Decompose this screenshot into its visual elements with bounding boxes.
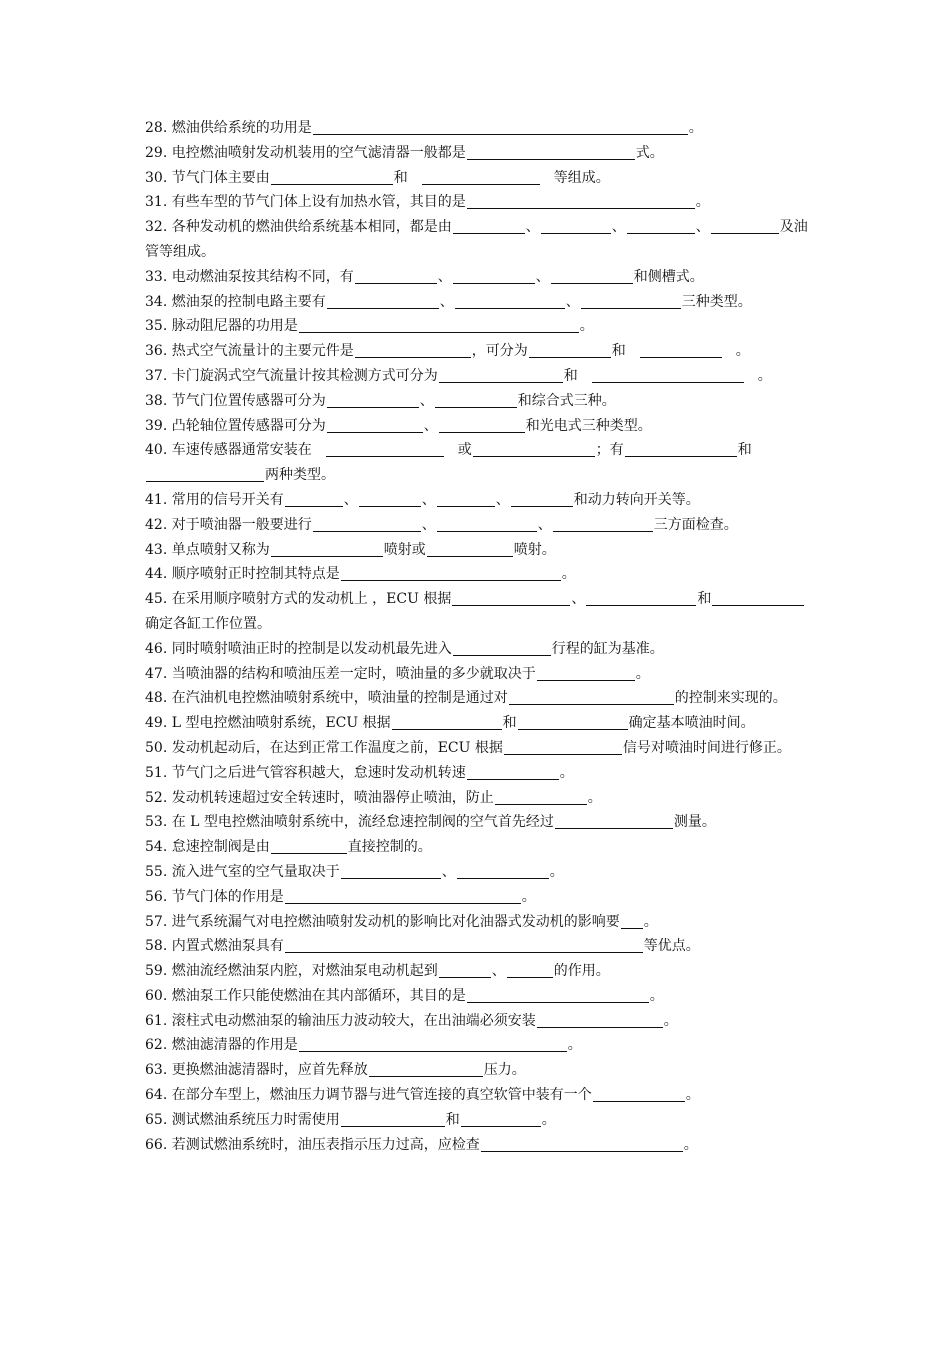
answer-blank[interactable]	[341, 862, 441, 879]
question-66	[145, 1133, 810, 1158]
question-37	[145, 364, 810, 389]
answer-blank[interactable]	[541, 217, 611, 234]
question-36	[145, 339, 810, 364]
question-text: 测量。	[673, 814, 716, 831]
answer-blank[interactable]	[555, 812, 673, 829]
question-45	[145, 587, 810, 637]
question-text: 。	[567, 1037, 582, 1054]
question-text: 30. 节气门体主要由	[145, 169, 270, 186]
question-31	[145, 190, 810, 215]
question-text: 等组成。	[553, 169, 610, 186]
answer-blank[interactable]	[313, 118, 688, 135]
question-text: 、	[571, 591, 586, 608]
question-29	[145, 141, 810, 166]
answer-blank[interactable]	[271, 837, 347, 854]
question-text: 59. 燃油流经燃油泵内腔，对燃油泵电动机起到	[145, 963, 438, 980]
answer-blank[interactable]	[593, 1085, 685, 1102]
answer-blank[interactable]	[285, 887, 521, 904]
answer-blank[interactable]	[640, 341, 722, 358]
question-60	[145, 984, 810, 1009]
question-text: 52. 发动机转速超过安全转速时，喷油器停止喷油，防止	[145, 789, 494, 806]
question-text: 等优点。	[643, 938, 700, 955]
question-text: 、	[611, 219, 626, 236]
answer-blank[interactable]	[453, 267, 535, 284]
question-text: 的控制来实现的。	[674, 690, 787, 707]
question-42	[145, 513, 810, 538]
answer-blank[interactable]	[621, 912, 643, 929]
answer-blank[interactable]	[581, 292, 681, 309]
question-text: 和	[737, 442, 752, 459]
answer-blank[interactable]	[271, 168, 393, 185]
question-50	[145, 736, 810, 761]
question-text: 。	[735, 343, 750, 360]
question-text: 、	[535, 268, 550, 285]
question-text: 。	[688, 120, 703, 136]
question-text: 。	[683, 1136, 698, 1153]
question-text: 、	[495, 491, 510, 508]
answer-blank[interactable]	[369, 1060, 483, 1077]
answer-blank[interactable]	[437, 490, 495, 507]
question-48	[145, 686, 810, 711]
answer-blank[interactable]	[271, 540, 383, 557]
question-34	[145, 290, 810, 315]
question-46	[145, 637, 810, 662]
answer-blank[interactable]	[467, 192, 695, 209]
question-text: 和光电式三种类型。	[525, 417, 652, 434]
question-text: 、	[421, 516, 436, 533]
question-text: 。	[649, 987, 664, 1004]
answer-blank[interactable]	[625, 440, 737, 457]
question-32	[145, 215, 810, 265]
question-text: 、	[565, 293, 580, 310]
question-55	[145, 860, 810, 885]
question-51	[145, 761, 810, 786]
question-text: 、	[423, 417, 438, 434]
question-text: 、	[695, 219, 710, 236]
question-text: 、	[437, 268, 452, 285]
question-28	[145, 116, 810, 141]
question-text: 56. 节气门体的作用是	[145, 888, 284, 905]
question-text: ，可分为	[471, 343, 528, 360]
question-41	[145, 488, 810, 513]
question-text: 和	[697, 591, 712, 608]
question-49	[145, 711, 810, 736]
question-text: 确定各缸工作位置。	[145, 615, 271, 632]
question-text: 57. 进气系统漏气对电控燃油喷射发动机的影响比对化油器式发动机的影响要	[145, 913, 620, 930]
question-text: 和	[445, 1111, 460, 1128]
question-text: 。	[559, 764, 574, 781]
question-text: 48. 在汽油机电控燃油喷射系统中，喷油量的控制是通过对	[145, 690, 508, 707]
answer-blank[interactable]	[285, 490, 343, 507]
question-57	[145, 910, 810, 935]
answer-blank[interactable]	[537, 664, 635, 681]
question-text: 或	[457, 442, 472, 459]
question-text: 。	[521, 888, 536, 905]
question-text: 式。	[635, 144, 664, 161]
answer-blank[interactable]	[427, 540, 513, 557]
question-text: 、	[525, 219, 540, 236]
answer-blank[interactable]	[146, 465, 264, 482]
question-text: 。	[561, 566, 576, 583]
answer-blank[interactable]	[359, 490, 421, 507]
answer-blank[interactable]	[461, 1110, 541, 1127]
question-text: 、	[421, 491, 436, 508]
answer-blank[interactable]	[439, 366, 563, 383]
question-text: 的作用。	[553, 963, 610, 980]
question-text: 。	[643, 913, 658, 930]
answer-blank[interactable]	[392, 713, 502, 730]
question-text: 行程的缸为基准。	[551, 640, 664, 657]
answer-blank[interactable]	[504, 738, 622, 755]
question-text: 65. 测试燃油系统压力时需使用	[145, 1111, 340, 1128]
question-61	[145, 1009, 810, 1034]
question-list	[145, 116, 810, 1157]
answer-blank[interactable]	[453, 217, 525, 234]
question-text: 。	[757, 367, 772, 384]
question-text: 、	[537, 516, 552, 533]
question-text: 50. 发动机起动后，在达到正常工作温度之前，ECU 根据	[145, 739, 503, 756]
answer-blank[interactable]	[355, 267, 437, 284]
question-47	[145, 662, 810, 687]
question-text: 55. 流入进气室的空气量取决于	[145, 863, 340, 880]
question-35	[145, 314, 810, 339]
question-text: 三种类型。	[681, 293, 752, 310]
answer-blank[interactable]	[473, 440, 595, 457]
question-text: 35. 脉动阻尼器的功用是	[145, 318, 298, 335]
question-text: 64. 在部分车型上，燃油压力调节器与进气管连接的真空软管中装有一个	[145, 1087, 592, 1104]
question-text: 44. 顺序喷射正时控制其特点是	[145, 566, 340, 583]
question-52	[145, 786, 810, 811]
answer-blank[interactable]	[341, 1110, 445, 1127]
answer-blank[interactable]	[326, 440, 444, 457]
question-62	[145, 1033, 810, 1058]
question-text: 。	[695, 194, 710, 211]
question-text: 37. 卡门旋涡式空气流量计按其检测方式可分为	[145, 367, 438, 384]
question-text: ；有	[595, 442, 624, 459]
answer-blank[interactable]	[495, 788, 587, 805]
question-text: 39. 凸轮轴位置传感器可分为	[145, 417, 326, 434]
question-text: 和侧槽式。	[633, 268, 704, 285]
answer-blank[interactable]	[457, 862, 549, 879]
answer-blank[interactable]	[518, 713, 628, 730]
question-64	[145, 1083, 810, 1108]
answer-blank[interactable]	[592, 366, 744, 383]
answer-blank[interactable]	[327, 391, 419, 408]
question-text: 。	[685, 1087, 700, 1104]
question-33	[145, 265, 810, 290]
answer-blank[interactable]	[422, 168, 540, 185]
question-text: 63. 更换燃油滤清器时，应首先释放	[145, 1062, 368, 1079]
question-text: 、	[491, 963, 506, 980]
question-65	[145, 1108, 810, 1133]
answer-blank[interactable]	[627, 217, 695, 234]
answer-blank[interactable]	[439, 416, 525, 433]
question-text: 两种类型。	[265, 467, 335, 484]
question-text: 压力。	[483, 1062, 526, 1079]
question-text: 喷射。	[513, 541, 556, 558]
question-30	[145, 166, 810, 191]
question-text: 。	[579, 318, 594, 335]
answer-blank[interactable]	[537, 1011, 663, 1028]
question-text: 及油管等组成。	[145, 219, 808, 260]
answer-blank[interactable]	[453, 639, 551, 656]
question-text: 31. 有些车型的节气门体上设有加热水管，其目的是	[145, 194, 466, 211]
answer-blank[interactable]	[467, 763, 559, 780]
question-text: 。	[663, 1012, 678, 1029]
answer-blank[interactable]	[437, 515, 537, 532]
question-text: 34. 燃油泵的控制电路主要有	[145, 293, 326, 310]
answer-blank[interactable]	[712, 589, 804, 606]
answer-blank[interactable]	[435, 391, 517, 408]
question-text: 、	[441, 863, 456, 880]
question-text: 和综合式三种。	[517, 392, 616, 409]
question-40	[145, 438, 810, 488]
question-text: 和动力转向开关等。	[573, 491, 700, 508]
question-text: 41. 常用的信号开关有	[145, 491, 284, 508]
question-63	[145, 1058, 810, 1083]
answer-blank[interactable]	[467, 986, 649, 1003]
question-text: 49. L 型电控燃油喷射系统，ECU 根据	[145, 715, 391, 732]
answer-blank[interactable]	[327, 416, 423, 433]
question-text: 43. 单点喷射又称为	[145, 541, 270, 558]
answer-blank[interactable]	[467, 143, 635, 160]
question-53	[145, 810, 810, 835]
answer-blank[interactable]	[299, 316, 579, 333]
question-text: 66. 若测试燃油系统时，油压表指示压力过高，应检查	[145, 1136, 480, 1153]
answer-blank[interactable]	[439, 961, 491, 978]
question-text: 、	[343, 491, 358, 508]
question-text: 和	[563, 367, 578, 384]
question-text: 40. 车速传感器通常安装在	[145, 442, 312, 459]
question-56	[145, 885, 810, 910]
answer-blank[interactable]	[285, 936, 643, 953]
question-text: 58. 内置式燃油泵具有	[145, 938, 284, 955]
question-text: 喷射或	[383, 541, 426, 558]
answer-blank[interactable]	[711, 217, 779, 234]
question-text: 38. 节气门位置传感器可分为	[145, 392, 326, 409]
question-43	[145, 538, 810, 563]
question-text: 33. 电动燃油泵按其结构不同，有	[145, 268, 354, 285]
answer-blank[interactable]	[455, 292, 565, 309]
question-59	[145, 959, 810, 984]
question-text: 信号对喷油时间进行修正。	[622, 739, 791, 756]
answer-blank[interactable]	[299, 1035, 567, 1052]
question-text: 三方面检查。	[653, 516, 738, 533]
question-54	[145, 835, 810, 860]
question-text: 、	[439, 293, 454, 310]
question-text: 。	[549, 863, 564, 880]
answer-blank[interactable]	[586, 589, 696, 606]
answer-blank[interactable]	[551, 267, 633, 284]
question-text: 确定基本喷油时间。	[628, 715, 755, 732]
question-text: 。	[587, 789, 602, 806]
answer-blank[interactable]	[529, 341, 611, 358]
question-text: 45. 在采用顺序喷射方式的发动机上 ，ECU 根据	[145, 591, 452, 608]
question-text: 62. 燃油滤清器的作用是	[145, 1037, 298, 1054]
question-text: 61. 滚柱式电动燃油泵的输油压力波动较大，在出油端必须安装	[145, 1012, 536, 1029]
question-text: 。	[541, 1111, 556, 1128]
question-text: 28. 燃油供给系统的功用是	[145, 120, 312, 136]
question-text: 42. 对于喷油器一般要进行	[145, 516, 312, 533]
question-39	[145, 414, 810, 439]
answer-blank[interactable]	[509, 688, 674, 705]
question-text: 和	[502, 715, 517, 732]
question-text: 直接控制的。	[347, 839, 432, 856]
question-text: 51. 节气门之后进气管容积越大，怠速时发动机转速	[145, 764, 466, 781]
question-text: 60. 燃油泵工作只能使燃油在其内部循环，其目的是	[145, 987, 466, 1004]
question-58	[145, 934, 810, 959]
answer-blank[interactable]	[327, 292, 439, 309]
answer-blank[interactable]	[507, 961, 553, 978]
question-text: 32. 各种发动机的燃油供给系统基本相同，都是由	[145, 219, 452, 236]
answer-blank[interactable]	[452, 589, 570, 606]
question-text: 53. 在 L 型电控燃油喷射系统中，流经怠速控制阀的空气首先经过	[145, 814, 554, 831]
question-text: 、	[419, 392, 434, 409]
answer-blank[interactable]	[511, 490, 573, 507]
question-text: 29. 电控燃油喷射发动机装用的空气滤清器一般都是	[145, 144, 466, 161]
question-text: 。	[635, 665, 650, 682]
answer-blank[interactable]	[481, 1135, 683, 1152]
answer-blank[interactable]	[553, 515, 653, 532]
question-text: 和	[393, 169, 408, 186]
answer-blank[interactable]	[313, 515, 421, 532]
question-text: 46. 同时喷射喷油正时的控制是以发动机最先进入	[145, 640, 452, 657]
question-text: 36. 热式空气流量计的主要元件是	[145, 343, 354, 360]
question-44	[145, 562, 810, 587]
question-text: 47. 当喷油器的结构和喷油压差一定时，喷油量的多少就取决于	[145, 665, 536, 682]
answer-blank[interactable]	[341, 564, 561, 581]
question-text: 54. 怠速控制阀是由	[145, 839, 270, 856]
answer-blank[interactable]	[355, 341, 471, 358]
question-text: 和	[611, 343, 626, 360]
question-38	[145, 389, 810, 414]
